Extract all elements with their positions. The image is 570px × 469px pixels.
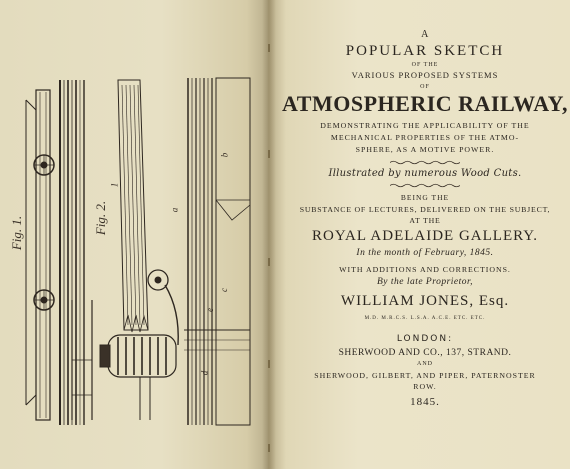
fig2-label: Fig. 2. <box>93 200 109 236</box>
publisher-line-3: ROW. <box>413 382 437 392</box>
publisher-line-1: SHERWOOD AND CO., 137, STRAND. <box>338 347 512 358</box>
binding-stitch <box>268 150 270 158</box>
author-name: WILLIAM JONES, Esq. <box>340 292 510 309</box>
additions-line: WITH ADDITIONS AND CORRECTIONS. <box>339 264 511 274</box>
binding-stitch <box>268 44 270 52</box>
publisher-line-2: SHERWOOD, GILBERT, AND PIPER, PATERNOSTER <box>314 371 536 381</box>
ref-label-a: a <box>169 207 180 213</box>
title-popular-sketch: POPULAR SKETCH <box>345 43 505 59</box>
title-various-systems: VARIOUS PROPOSED SYSTEMS <box>351 70 499 80</box>
binding-stitch <box>268 360 270 368</box>
publication-year: 1845. <box>410 396 440 409</box>
engraving-plate <box>0 0 268 469</box>
title-line-a: A <box>421 29 429 40</box>
illustrated-line: Illustrated by numerous Wood Cuts. <box>328 167 522 179</box>
title-atmospheric-railway: ATMOSPHERIC RAILWAY, <box>282 90 568 116</box>
book-gutter <box>262 0 276 469</box>
being-the-line: BEING THE <box>400 192 450 202</box>
royal-gallery-line: ROYAL ADELAIDE GALLERY. <box>312 228 538 244</box>
substance-line: SUBSTANCE OF LECTURES, DELIVERED ON THE SUBJECT, <box>299 205 551 214</box>
subtitle-line-1: DEMONSTRATING THE APPLICABILITY OF THE <box>320 120 530 130</box>
author-credentials: M.D. M.R.C.S. L.S.A. A.C.E. ETC. ETC. <box>364 315 486 321</box>
pipe-section <box>184 78 250 425</box>
binding-stitch <box>268 258 270 266</box>
ref-label-b: b <box>219 152 230 158</box>
proprietor-line: By the late Proprietor, <box>376 277 474 288</box>
subtitle-line-3: SPHERE, AS A MOTIVE POWER. <box>355 144 495 154</box>
title-of: OF <box>420 83 430 90</box>
ref-label-c: c <box>219 288 229 292</box>
wavy-rule-ornament <box>390 183 460 188</box>
at-the-line: AT THE <box>409 216 441 225</box>
fig2-piston <box>72 80 178 420</box>
imprint-london: LONDON: <box>396 333 454 344</box>
fig1-carriage <box>26 80 84 425</box>
publisher-and: AND <box>417 361 433 368</box>
ref-label-e: e <box>205 308 215 312</box>
fig1-label: Fig. 1. <box>9 215 25 251</box>
left-page-plate <box>0 0 268 469</box>
month-line: In the month of February, 1845. <box>356 248 494 258</box>
title-of-the: OF THE <box>411 62 439 68</box>
title-page-text <box>282 30 568 408</box>
binding-stitch <box>268 444 270 452</box>
ref-label-d: d <box>199 370 210 376</box>
subtitle-line-2: MECHANICAL PROPERTIES OF THE ATMO- <box>330 132 520 142</box>
ref-label-1: 1 <box>109 182 120 188</box>
wavy-rule-ornament <box>390 160 460 165</box>
